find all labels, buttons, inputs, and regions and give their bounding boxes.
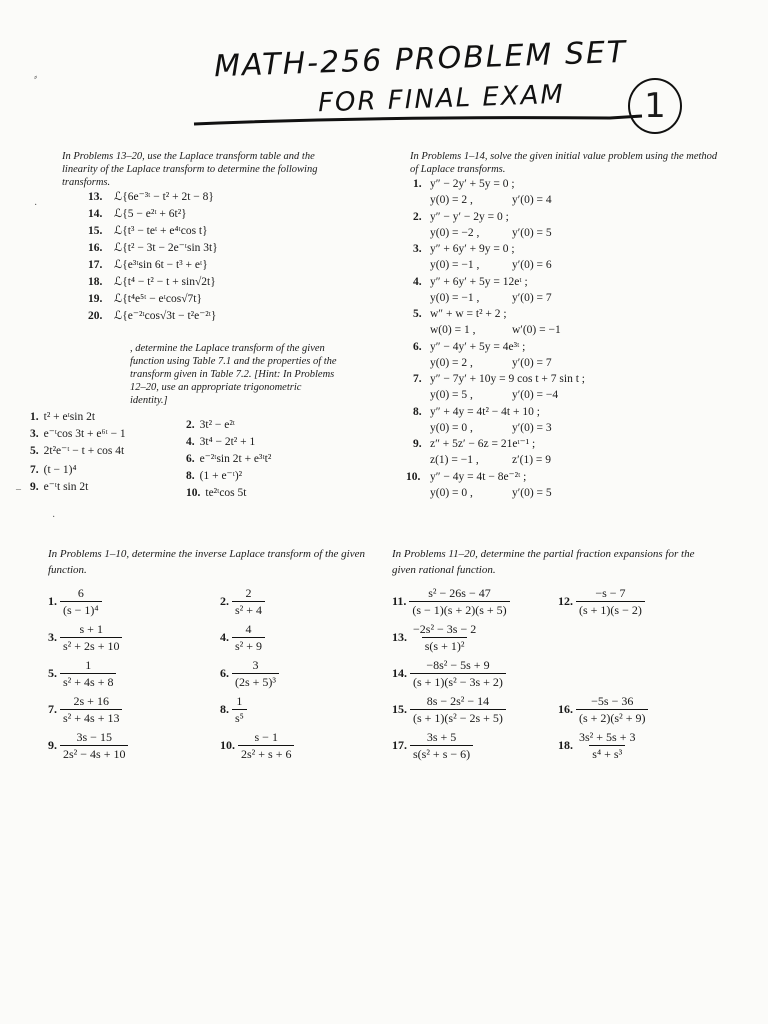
problem-item (48, 658, 116, 689)
denominator: s(s + 1)² (422, 637, 468, 653)
fraction (232, 658, 279, 689)
problem-number: 4. (186, 436, 195, 448)
problem-number: 17. (88, 259, 103, 271)
equation: y″ − y′ − 2y = 0 ; (430, 210, 509, 223)
initial-condition: w(0) = 1 , (430, 324, 476, 336)
problem-item (30, 462, 76, 479)
fraction (238, 730, 294, 761)
problem-number: 9. (413, 438, 422, 450)
initial-condition: y′(0) = 5 (512, 486, 552, 499)
problem-item (88, 223, 352, 240)
problem-number: 8. (220, 702, 229, 716)
problem-item (392, 730, 473, 761)
denominator: s² + 2s + 10 (60, 637, 122, 653)
problem-number: 18. (88, 276, 103, 288)
problem-item (186, 468, 242, 485)
section-partial-fractions (392, 546, 712, 766)
problem-expression: te²ᵗcos 5t (205, 487, 247, 499)
denominator: (s − 1)(s + 2)(s + 5) (409, 601, 509, 617)
initial-condition: y′(0) = 7 (512, 291, 552, 304)
numerator: 3s − 15 (76, 730, 112, 744)
initial-condition: y(0) = 5 , (430, 389, 473, 401)
numerator: 2 (245, 586, 252, 600)
problem-expression: e⁻²ᵗsin 2t + e³ᵗt² (199, 453, 272, 465)
problem-item (410, 176, 720, 209)
problem-number: 7. (413, 373, 422, 385)
problem-number: 11. (392, 594, 407, 608)
section-inverse-laplace (48, 546, 366, 766)
initial-condition: y(0) = −1 , (430, 291, 480, 304)
problem-number: 20. (88, 310, 103, 322)
problem-expression: ℒ{6e⁻³ᵗ − t² + 2t − 8} (114, 191, 214, 203)
equation-row (410, 306, 720, 322)
problem-item (88, 240, 352, 257)
fraction (60, 622, 122, 653)
problem-number: 15. (392, 702, 407, 716)
numerator: 1 (85, 658, 92, 672)
initial-condition: w′(0) = −1 (512, 324, 561, 336)
problem-item (30, 443, 124, 460)
fraction (60, 658, 116, 689)
fraction (60, 730, 128, 761)
problem-number: 10. (186, 487, 201, 499)
problem-item (410, 404, 720, 437)
problem-number: 3. (413, 243, 422, 255)
problem-row (392, 586, 712, 622)
section-intro: In Problems 13–20, use the Laplace transform table and the linearity of the Laplace transform to determine the following transforms. (62, 151, 318, 188)
problem-number: 19. (88, 293, 103, 305)
denominator: s⁵ (232, 709, 247, 725)
numerator: −2s² − 3s − 2 (413, 622, 477, 636)
initial-conditions-row (410, 290, 720, 307)
initial-conditions-row (410, 225, 720, 242)
problem-number: 2. (186, 419, 195, 431)
problem-item (30, 426, 126, 443)
fraction (576, 586, 645, 617)
problem-number: 3. (48, 630, 57, 644)
title-line-1: MATH-256 PROBLEM SET (213, 34, 628, 85)
denominator: (s + 2)(s² + 9) (576, 709, 648, 725)
problem-row (48, 694, 366, 730)
section-intro: In Problems 1–10, determine the inverse Laplace transform of the given function. (48, 548, 366, 576)
initial-condition: y′(0) = 4 (512, 194, 552, 206)
numerator: 4 (245, 622, 252, 636)
numerator: s − 1 (254, 730, 278, 744)
problem-row (392, 730, 712, 766)
problem-item (30, 479, 88, 496)
problem-number: 10. (220, 738, 235, 752)
denominator: s⁴ + s³ (589, 745, 625, 761)
problem-expression: ℒ{5 − e²ᵗ + 6t²} (114, 208, 187, 220)
problem-number: 18. (558, 738, 573, 752)
equation: w″ + w = t² + 2 ; (430, 308, 507, 320)
problem-item (48, 730, 128, 761)
equation: y″ + 6y′ + 9y = 0 ; (430, 243, 515, 255)
circled-number: 1 (628, 78, 682, 134)
equation: y″ + 6y′ + 5y = 12eᵗ ; (430, 275, 528, 288)
initial-conditions-row (410, 257, 720, 274)
numerator: 2s + 16 (73, 694, 109, 708)
problem-item (30, 409, 95, 426)
title-line-2: FOR FINAL EXAM (317, 79, 566, 119)
problem-expression: e⁻ᵗcos 3t + e⁶ᵗ − 1 (43, 428, 126, 440)
initial-conditions-row (410, 322, 720, 339)
problem-number: 10. (406, 470, 421, 483)
equation-row (410, 274, 720, 290)
initial-condition: y′(0) = −4 (512, 389, 559, 401)
equation-row (410, 176, 720, 192)
numerator: −8s² − 5s + 9 (426, 658, 490, 672)
problem-item (558, 586, 645, 617)
initial-conditions-row (410, 192, 720, 209)
problem-number: 1. (30, 411, 39, 423)
equation: y″ − 2y′ + 5y = 0 ; (430, 178, 515, 190)
problem-number: 5. (30, 445, 39, 457)
initial-condition: y′(0) = 3 (512, 421, 552, 434)
problem-row (392, 658, 712, 694)
denominator: s(s² + s − 6) (410, 745, 473, 761)
problem-expression: t² + eᵗsin 2t (43, 411, 96, 423)
numerator: 3s² + 5s + 3 (579, 730, 636, 744)
initial-condition: y(0) = −1 , (430, 259, 480, 271)
problem-row (48, 622, 366, 658)
fraction (410, 730, 473, 761)
equation: y″ − 4y′ + 5y = 4e³ᵗ ; (430, 340, 526, 353)
problem-number: 17. (392, 738, 407, 752)
problem-number: 5. (48, 666, 57, 680)
equation-row (410, 209, 720, 225)
problem-item (220, 586, 265, 617)
problem-expression: ℒ{t⁴e⁵ᵗ − eᵗcos√7t} (114, 293, 202, 305)
fraction (576, 694, 648, 725)
problem-number: 14. (88, 208, 103, 220)
problem-number: 9. (48, 738, 57, 752)
problem-item (410, 306, 720, 339)
pen-mark: · (34, 200, 38, 211)
problem-item (88, 257, 352, 274)
pen-mark: ⸗ (34, 72, 38, 83)
numerator: −5s − 36 (591, 694, 634, 708)
problem-number: 2. (220, 594, 229, 608)
denominator: s² + 9 (232, 637, 265, 653)
problem-row (392, 694, 712, 730)
denominator: (s − 1)⁴ (60, 601, 102, 617)
problem-expression: 3t⁴ − 2t² + 1 (199, 436, 256, 448)
problem-row (48, 730, 366, 766)
problem-expression: ℒ{e³ᵗsin 6t − t³ + eᵗ} (114, 259, 208, 271)
problem-item (410, 209, 720, 242)
problem-item (406, 469, 720, 502)
section-initial-value (406, 150, 720, 501)
problem-row (392, 622, 712, 658)
denominator: s² + 4s + 13 (60, 709, 122, 725)
initial-conditions-row (410, 387, 720, 404)
denominator: s² + 4s + 8 (60, 673, 116, 689)
problem-expression: 3t² − e²ᵗ (199, 419, 236, 431)
fraction (410, 622, 479, 653)
section-laplace-table (62, 150, 352, 325)
equation: z″ + 5z′ − 6z = 21eᵗ⁻¹ ; (430, 438, 536, 450)
problem-item (220, 694, 247, 725)
problem-expression: ℒ{t² − 3t − 2e⁻ᵗsin 3t} (114, 242, 218, 254)
problem-item (410, 339, 720, 372)
denominator: (s + 1)(s² − 3s + 2) (410, 673, 506, 689)
problem-item (392, 694, 506, 725)
initial-conditions-row (410, 420, 720, 437)
problem-expression: ℒ{e⁻²ᵗcos√3t − t²e⁻²ᵗ} (114, 310, 217, 322)
problem-item (392, 586, 510, 617)
problem-expression: ℒ{t³ − teᵗ + e⁴ᵗcos t} (114, 225, 208, 237)
equation-row (410, 339, 720, 355)
initial-condition: z(1) = −1 , (430, 454, 479, 466)
equation-row (410, 436, 720, 452)
problem-number: 1. (413, 178, 422, 190)
problem-number: 4. (220, 630, 229, 644)
fraction (232, 586, 265, 617)
problem-number: 8. (186, 470, 195, 482)
problem-item (392, 622, 479, 653)
section-intro: , determine the Laplace transform of the given function using Table 7.1 and the properties of the transform given in Table 7.2. [Hint: In Problems 12–20, use an appropriate trigonometric identity.] (130, 343, 337, 406)
initial-condition: y(0) = 2 , (430, 356, 473, 369)
problem-item (48, 586, 102, 617)
problem-item (410, 241, 720, 274)
problem-item (186, 417, 235, 434)
initial-condition: z′(1) = 9 (512, 454, 552, 466)
problem-expression: ℒ{t⁴ − t² − t + sin√2t} (114, 276, 216, 288)
problem-number: 12. (558, 594, 573, 608)
fraction (410, 658, 506, 689)
fraction (60, 694, 122, 725)
problem-number: 13. (88, 191, 103, 203)
initial-condition: y(0) = 2 , (430, 194, 473, 206)
problem-expression: e⁻ᵗt sin 2t (43, 481, 89, 493)
initial-condition: y′(0) = 7 (512, 356, 552, 369)
title-underline (190, 110, 650, 134)
numerator: 3 (252, 658, 259, 672)
equation: y″ + 4y = 4t² − 4t + 10 ; (430, 405, 540, 418)
problem-item (88, 189, 352, 206)
problem-item (186, 485, 246, 502)
problem-number: 6. (220, 666, 229, 680)
numerator: 1 (236, 694, 243, 708)
fraction (409, 586, 509, 617)
problem-item (88, 206, 352, 223)
problem-number: 1. (48, 594, 57, 608)
problem-row (48, 658, 366, 694)
problem-number: 16. (88, 242, 103, 254)
numerator: s + 1 (79, 622, 103, 636)
problem-item (392, 658, 506, 689)
denominator: s² + 4 (232, 601, 265, 617)
numerator: 3s + 5 (426, 730, 457, 744)
initial-condition: y′(0) = 5 (512, 226, 552, 239)
fraction (60, 586, 102, 617)
problem-item (220, 730, 294, 761)
problem-item (410, 371, 720, 404)
initial-condition: y(0) = 0 , (430, 421, 473, 434)
initial-conditions-row (410, 355, 720, 372)
pen-mark: – (16, 484, 21, 495)
initial-conditions-row (410, 485, 720, 502)
problem-item (558, 730, 638, 761)
problem-expression: (t − 1)⁴ (43, 464, 77, 476)
problem-number: 7. (30, 464, 39, 476)
problem-number: 2. (413, 210, 422, 223)
problem-item (558, 694, 648, 725)
numerator: 6 (77, 586, 84, 600)
denominator: 2s² + s + 6 (238, 745, 294, 761)
problem-number: 5. (413, 308, 422, 320)
equation-row (410, 241, 720, 257)
fraction (410, 694, 506, 725)
problem-item (220, 658, 279, 689)
initial-condition: y(0) = −2 , (430, 226, 480, 239)
fraction (576, 730, 638, 761)
pen-mark: · (52, 512, 56, 523)
problem-item (48, 694, 122, 725)
problem-item (48, 622, 122, 653)
problem-number: 15. (88, 225, 103, 237)
equation: y″ − 4y = 4t − 8e⁻²ᵗ ; (430, 470, 527, 483)
equation: y″ − 7y′ + 10y = 9 cos t + 7 sin t ; (430, 373, 585, 385)
denominator: (s + 1)(s − 2) (576, 601, 645, 617)
problem-number: 6. (186, 453, 195, 465)
problem-item (410, 436, 720, 469)
problem-item (186, 434, 255, 451)
problem-number: 4. (413, 275, 422, 288)
problem-item (220, 622, 265, 653)
initial-condition: y(0) = 0 , (430, 486, 473, 499)
section-laplace-properties (30, 342, 338, 501)
problem-item (88, 274, 352, 291)
problem-item (410, 274, 720, 307)
problem-number: 8. (413, 405, 422, 418)
section-intro: In Problems 11–20, determine the partial fraction expansions for the given rational function. (392, 548, 695, 576)
initial-condition: y′(0) = 6 (512, 259, 552, 271)
fraction (232, 694, 247, 725)
equation-row (406, 469, 720, 485)
problem-number: 13. (392, 630, 407, 644)
denominator: 2s² − 4s + 10 (60, 745, 128, 761)
numerator: −s − 7 (595, 586, 626, 600)
problem-number: 6. (413, 340, 422, 353)
problem-item (186, 451, 271, 468)
denominator: (s + 1)(s² − 2s + 5) (410, 709, 506, 725)
problem-row (48, 586, 366, 622)
equation-row (410, 371, 720, 387)
problem-number: 3. (30, 428, 39, 440)
problem-expression: (1 + e⁻ᵗ)² (199, 470, 243, 482)
fraction (232, 622, 265, 653)
problem-expression: 2t²e⁻ᵗ − t + cos 4t (43, 445, 125, 457)
denominator: (2s + 5)³ (232, 673, 279, 689)
problem-item (88, 291, 352, 308)
numerator: s² − 26s − 47 (428, 586, 491, 600)
problem-item (88, 308, 352, 325)
numerator: 8s − 2s² − 14 (426, 694, 490, 708)
initial-conditions-row (410, 452, 720, 469)
problem-number: 7. (48, 702, 57, 716)
problem-number: 16. (558, 702, 573, 716)
problem-number: 9. (30, 481, 39, 493)
equation-row (410, 404, 720, 420)
problem-number: 14. (392, 666, 407, 680)
section-intro: In Problems 1–14, solve the given initial value problem using the method of Laplace transforms. (410, 151, 718, 175)
